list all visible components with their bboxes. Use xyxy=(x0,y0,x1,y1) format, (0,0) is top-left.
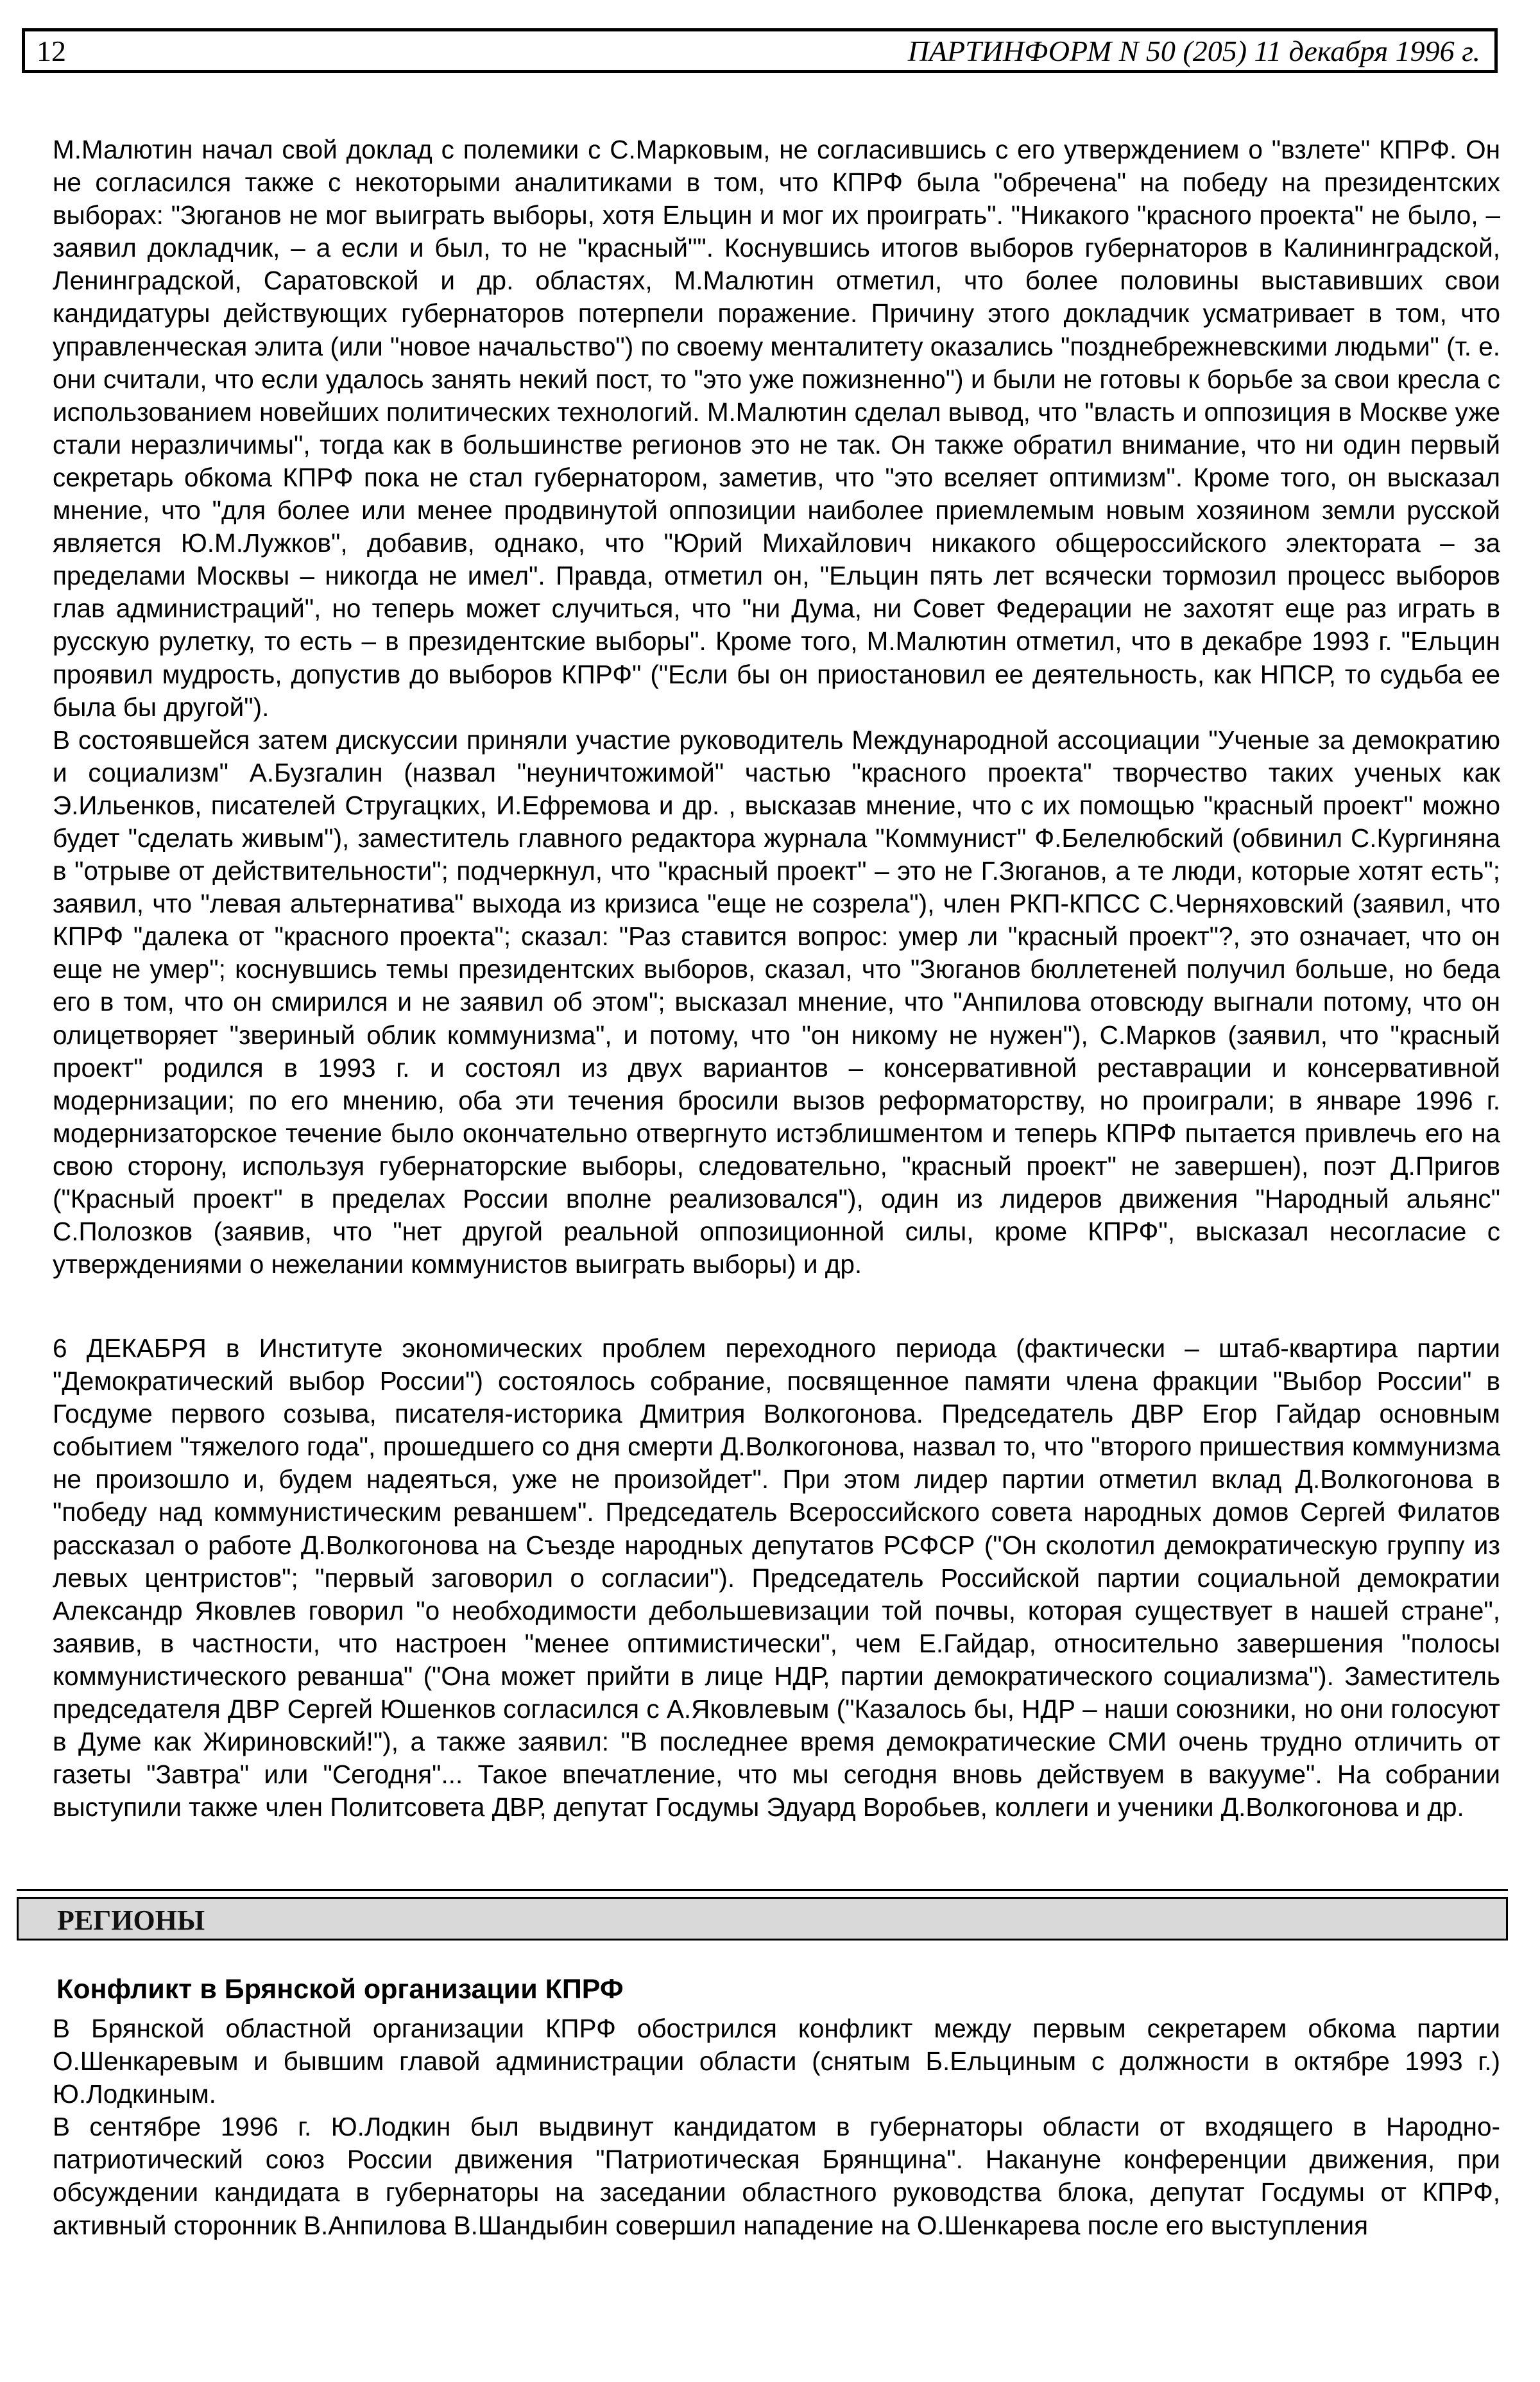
section-divider xyxy=(17,1889,1508,1891)
issue-title: ПАРТИНФОРМ N 50 (205) 11 декабря 1996 г. xyxy=(907,35,1480,67)
section-title: РЕГИОНЫ xyxy=(57,1905,205,1936)
article-headline: Конфликт в Брянской организации КПРФ xyxy=(56,1974,624,2005)
malyutin-report-text xyxy=(53,133,1500,1281)
volkogonov-meeting-text xyxy=(53,1332,1500,1824)
paragraph: М.Малютин начал свой доклад с полемики с С.Марковым, не согласившись с его утверждением о "взлете" КПРФ. Он не согласился также с некоторыми аналитиками в том, что КПРФ была "обречена" на победу на президентских выборах: "Зюганов не мог выиграть выборы, хотя Ельцин и мог их проиграть". "Никакого "красного проекта" не было, – заявил докладчик, – а если и был, то не "красный"". Коснувшись итогов выборов губернаторов в Калининградской, Ленинградской, Саратовской и др. областях, М.Малютин отметил, что более половины выставивших свои кандидатуры действующих губернаторов потерпели поражение. Причину этого докладчик усматривает в том, что управленческая элита (или "новое начальство") по своему менталитету оказались "позднебрежневскими людьми" (т. е. они считали, что если удалось занять некий пост, то "это уже пожизненно") и были не готовы к борьбе за свои кресла с использованием новейших политических технологий. М.Малютин сделал вывод, что "власть и оппозиция в Москве уже стали неразличимы", тогда как в большинстве регионов это не так. Он также обратил внимание, что ни один первый секретарь обкома КПРФ пока не стал губернатором, заметив, что "это вселяет оптимизм". Кроме того, он высказал мнение, что "для более или менее продвинутой оппозиции наиболее приемлемым новым хозяином земли русской является Ю.М.Лужков", добавив, однако, что "Юрий Михайлович никакого общероссийского электората – за пределами Москвы – никогда не имел". Правда, отметил он, "Ельцин пять лет всячески тормозил процесс выборов глав администраций", но теперь может случиться, что "ни Дума, ни Совет Федерации не захотят еще раз играть в русскую рулетку, то есть – в президентские выборы". Кроме того, М.Малютин отметил, что в декабре 1993 г. "Ельцин проявил мудрость, допустив до выборов КПРФ" ("Если бы он приостановил ее деятельность, как НПСР, то судьба ее была бы другой"). xyxy=(53,135,1500,722)
paragraph: В состоявшейся затем дискуссии приняли участие руководитель Международной ассоциации "Ученые за демократию и социализм" А.Бузгалин (назвал "неуничтожимой" частью "красного проекта" творчество таких ученых как Э.Ильенков, писателей Стругацких, И.Ефремова и др. , высказав мнение, что с их помощью "красный проект" можно будет "сделать живым"), заместитель главного редактора журнала "Коммунист" Ф.Белелюбский (обвинил С.Кургиняна в "отрыве от действительности"; подчеркнул, что "красный проект" – это не Г.Зюганов, а те люди, которые хотят есть"; заявил, что "левая альтернатива" выхода из кризиса "еще не созрела"), член РКП-КПСС С.Черняховский (заявил, что КПРФ "далека от "красного проекта"; сказал: "Раз ставится вопрос: умер ли "красный проект"?, это означает, что он еще не умер"; коснувшись темы президентских выборов, сказал, что "Зюганов бюллетеней получил больше, но беда его в том, что он смирился и не заявил об этом"; высказал мнение, что "Анпилова отовсюду выгнали потому, что он олицетворяет "звериный облик коммунизма", и потому, что "он никому не нужен"), С.Марков (заявил, что "красный проект" родился в 1993 г. и состоял из двух вариантов – консервативной реставрации и консервативной модернизации; по его мнению, оба эти течения бросили вызов реформаторству, но проиграли; в январе 1996 г. модернизаторское течение было окончательно отвергнуто истэблишментом и теперь КПРФ пытается привлечь его на свою сторону, используя губернаторские выборы, следовательно, "красный проект" не завершен), поэт Д.Пригов ("Красный проект" в пределах России вполне реализовался"), один из лидеров движения "Народный альянс" С.Полозков (заявив, что "нет другой реальной оппозиционной силы, кроме КПРФ", высказал несогласие с утверждениями о нежелании коммунистов выиграть выборы) и др. xyxy=(53,724,1500,1280)
paragraph: В сентябре 1996 г. Ю.Лодкин был выдвинут кандидатом в губернаторы области от входящего в Народно-патриотический союз России движения "Патриотическая Брянщина". Накануне конференции движения, при обсуждении кандидата в губернаторы на заседании областного руководства блока, депутат Госдумы от КПРФ, активный сторонник В.Анпилова В.Шандыбин совершил нападение на О.Шенкарева после его выступления xyxy=(53,2112,1500,2240)
section-header-bar xyxy=(17,1897,1508,1941)
page-header xyxy=(22,28,1498,73)
paragraph: 6 ДЕКАБРЯ в Институте экономических проблем переходного периода (фактически – штаб-квартира партии "Демократический выбор России") состоялось собрание, посвященное памяти члена фракции "Выбор России" в Госдуме первого созыва, писателя-историка Дмитрия Волкогонова. Председатель ДВР Егор Гайдар основным событием "тяжелого года", прошедшего со дня смерти Д.Волкогонова, назвал то, что "второго пришествия коммунизма не произошло и, будем надеяться, уже не произойдет". При этом лидер партии отметил вклад Д.Волкогонова в "победу над коммунистическим реваншем". Председатель Всероссийского совета народных домов Сергей Филатов рассказал о работе Д.Волкогонова на Съезде народных депутатов РСФСР ("Он сколотил демократическую группу из левых центристов"; "первый заговорил о согласии"). Председатель Российской партии социальной демократии Александр Яковлев говорил "о необходимости дебольшевизации той почвы, которая существует в нашей стране", заявив, в частности, что настроен "менее оптимистически", чем Е.Гайдар, относительно завершения "полосы коммунистического реванша" ("Она может прийти в лице НДР, партии демократического социализма"). Заместитель председателя ДВР Сергей Юшенков согласился с А.Яковлевым ("Казалось бы, НДР – наши союзники, но они голосуют в Думе как Жириновский!"), а также заявил: "В последнее время демократические СМИ очень трудно отличить от газеты "Завтра" или "Сегодня"... Такое впечатление, что мы сегодня вновь действуем в вакууме". На собрании выступили также член Политсовета ДВР, депутат Госдумы Эдуард Воробьев, коллеги и ученики Д.Волкогонова и др. xyxy=(53,1333,1500,1822)
page-number: 12 xyxy=(37,35,66,67)
paragraph: В Брянской областной организации КПРФ обострился конфликт между первым секретарем обкома партии О.Шенкаревым и бывшим главой администрации области (снятым Б.Ельциным с должности в октябре 1993 г.) Ю.Лодкиным. xyxy=(53,2014,1500,2109)
bryansk-article-text xyxy=(53,2012,1500,2242)
